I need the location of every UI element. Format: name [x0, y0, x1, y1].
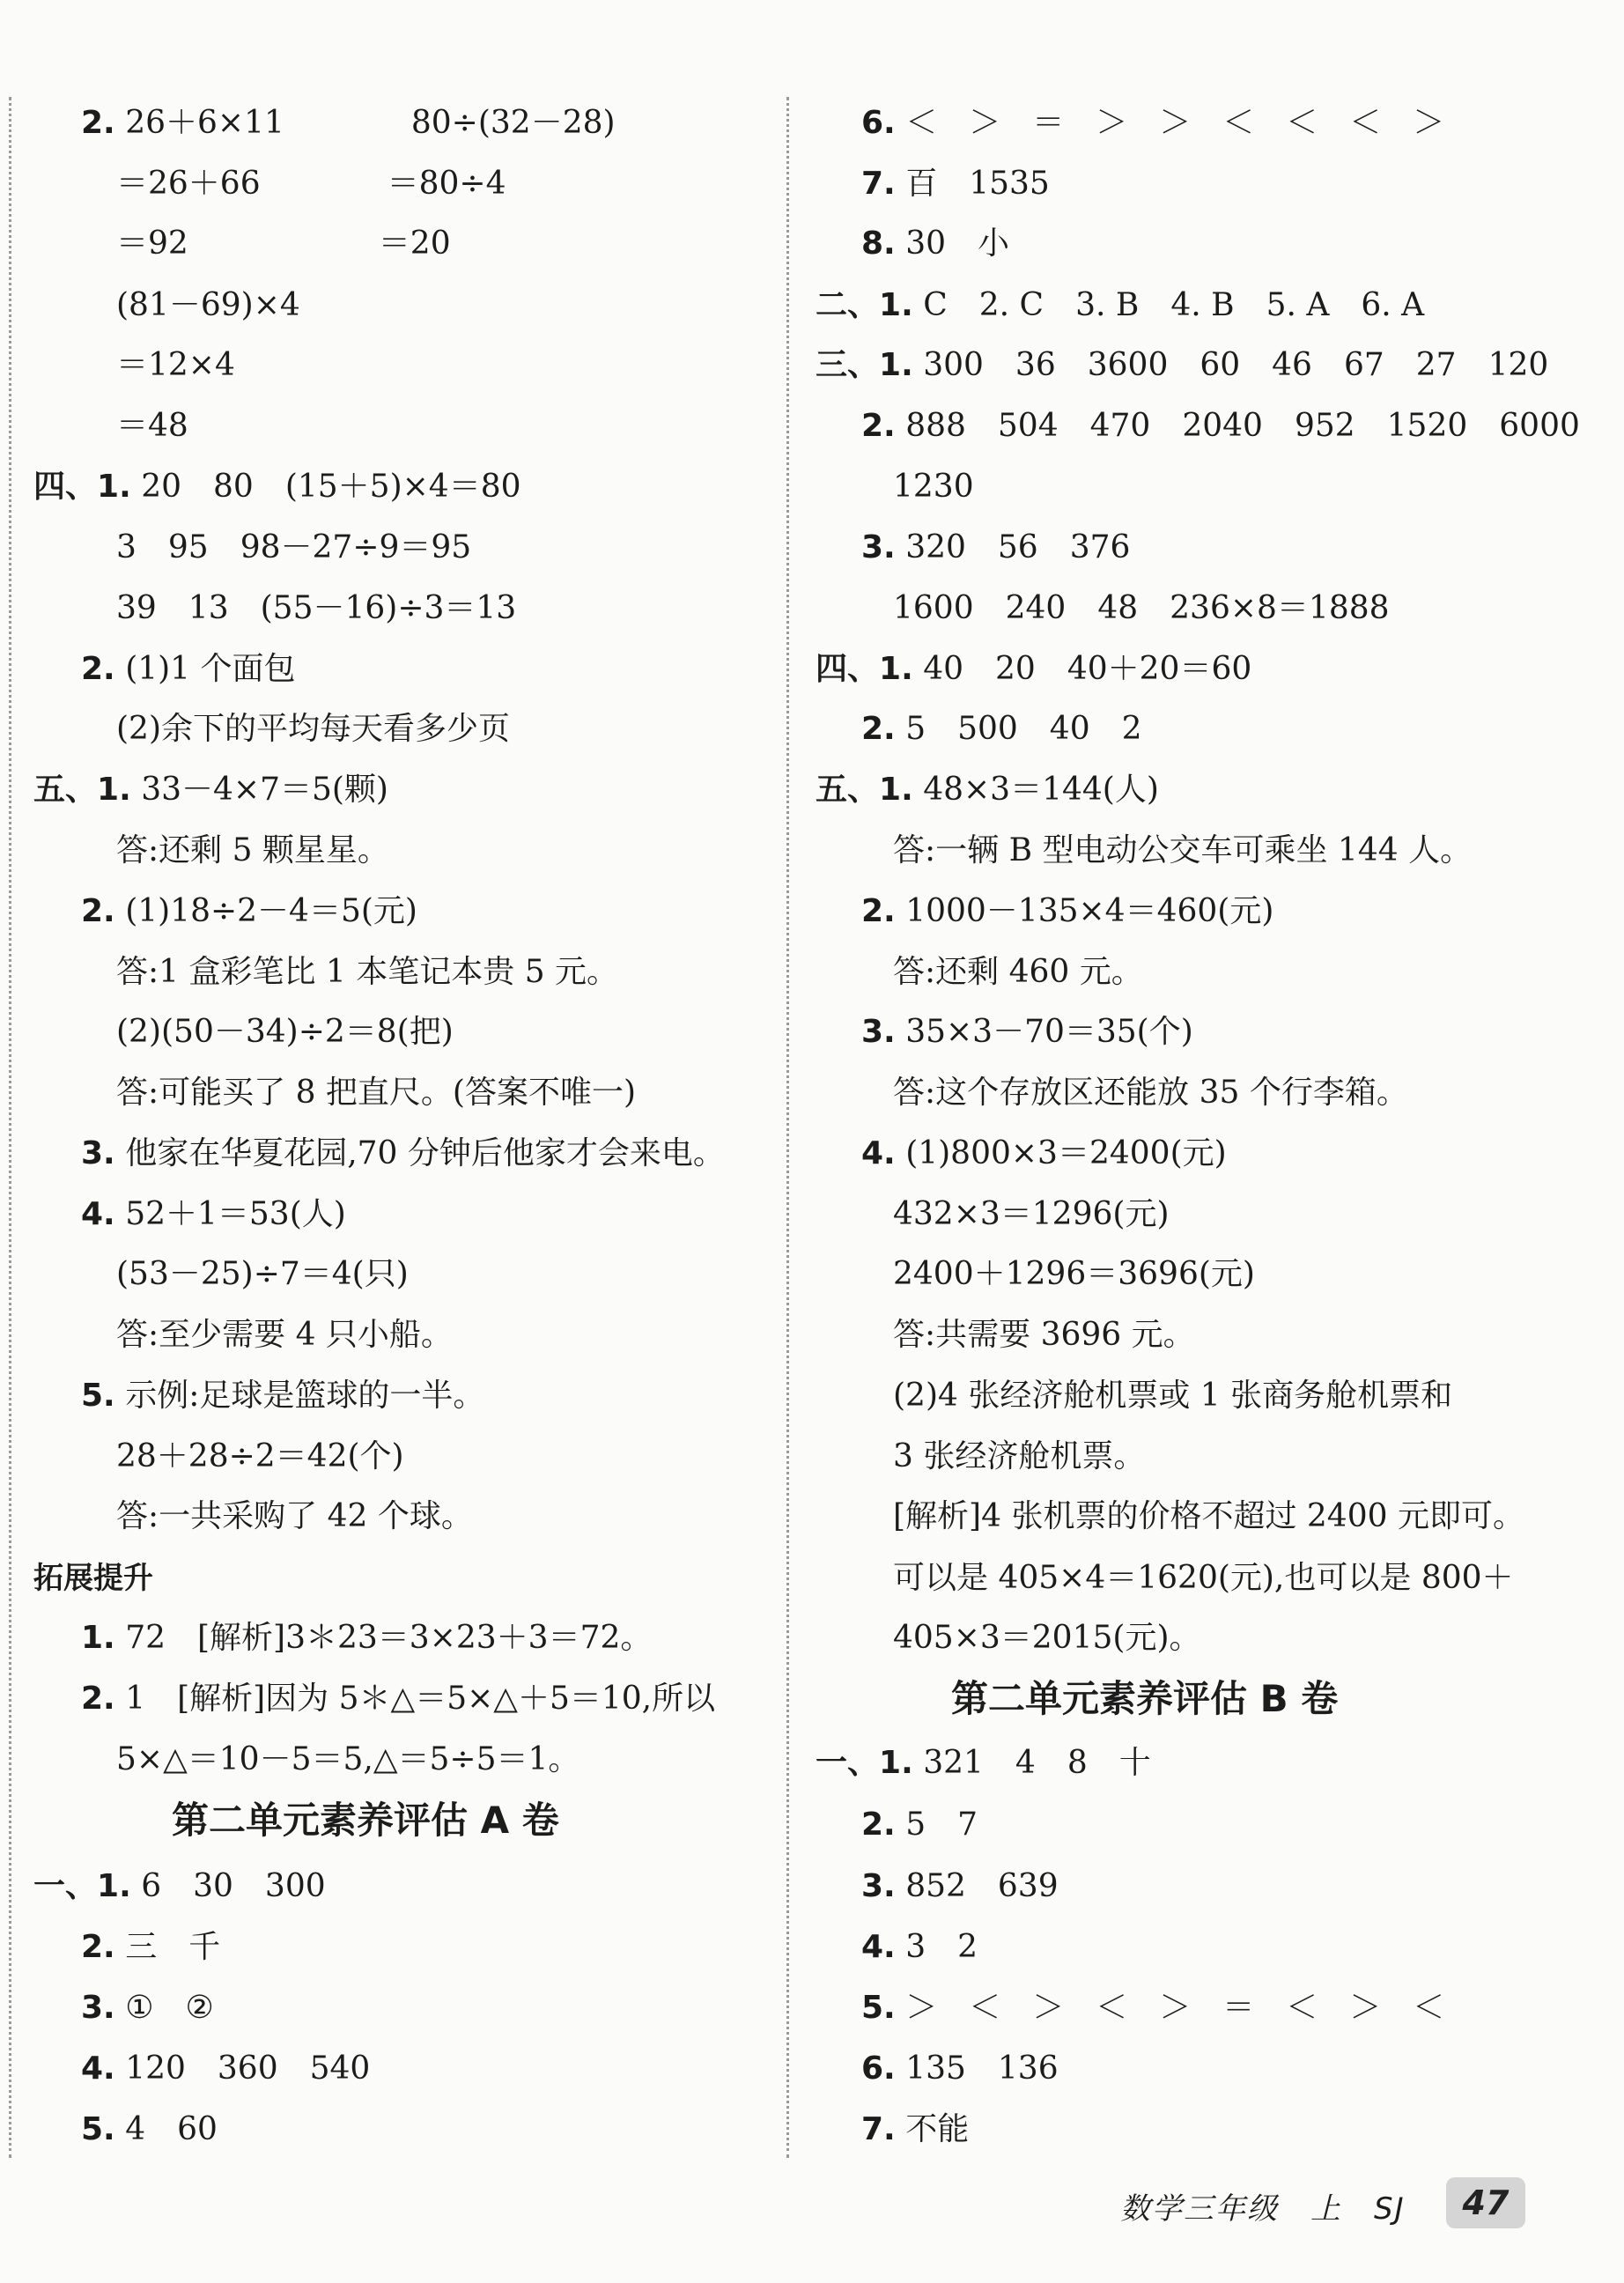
- item-number: 2.: [81, 1681, 115, 1717]
- item-number: 3.: [861, 1014, 896, 1050]
- section-marker: 四、: [816, 651, 880, 687]
- answer-text: (1)18÷2－4＝5(元): [125, 893, 417, 929]
- answer-text: 432×3＝1296(元): [893, 1196, 1170, 1232]
- answer-line: [861, 2110, 969, 2149]
- answer-line: [816, 771, 1159, 809]
- answer-text: 888 504 470 2040 952 1520 6000: [905, 408, 1580, 444]
- answer-line: [116, 953, 618, 992]
- answer-text: 3 95 98－27÷9＝95: [116, 529, 472, 565]
- answer-line: [861, 1134, 1227, 1173]
- answer-text: (2)余下的平均每天看多少页: [116, 711, 510, 747]
- left-margin-rule: [9, 97, 11, 2158]
- item-number: 3.: [81, 1990, 115, 2026]
- answer-text: 40 20 40＋20＝60: [923, 651, 1252, 687]
- item-number: 2.: [861, 893, 896, 929]
- column-divider: [786, 97, 789, 2158]
- answer-text: (53－25)÷7＝4(只): [116, 1256, 409, 1292]
- answer-line: [893, 1559, 1514, 1598]
- answer-text: 1000－135×4＝460(元): [905, 893, 1274, 929]
- answer-text: (1)1 个面包: [125, 651, 296, 687]
- answer-text: 1 [解析]因为 5＊△＝5×△＋5＝10,所以: [125, 1681, 716, 1717]
- item-number: 1.: [879, 347, 913, 383]
- answer-text: ＝26＋66 ＝80÷4: [116, 166, 506, 202]
- answer-text: 答:共需要 3696 元。: [893, 1317, 1195, 1353]
- item-number: 2.: [81, 893, 115, 929]
- item-number: 1.: [879, 287, 913, 323]
- answer-line: [893, 1255, 1255, 1294]
- item-number: 1.: [97, 772, 131, 808]
- item-number: 7.: [861, 166, 896, 202]
- answer-line: [816, 286, 1424, 325]
- answer-line: [893, 1316, 1195, 1355]
- answer-line: [33, 468, 521, 506]
- answer-text: 35×3－70＝35(个): [905, 1014, 1193, 1050]
- item-number: 1.: [97, 469, 131, 505]
- answer-line: [861, 2050, 1059, 2088]
- item-number: 2.: [81, 105, 115, 141]
- answer-line: [81, 1989, 214, 2028]
- answer-line: [861, 710, 1142, 749]
- answer-text: 不能: [905, 2111, 970, 2147]
- answer-text: 答:一辆 B 型电动公交车可乘坐 144 人。: [893, 832, 1473, 868]
- item-number: 1.: [879, 1745, 913, 1781]
- answer-line: [116, 1437, 404, 1476]
- answer-text: 28＋28÷2＝42(个): [116, 1438, 404, 1474]
- item-number: 2.: [861, 1806, 896, 1843]
- answer-text: (1)800×3＝2400(元): [905, 1135, 1227, 1171]
- item-number: 6.: [861, 2050, 896, 2087]
- answer-text: 852 639: [905, 1868, 1059, 1904]
- answer-line: [861, 1013, 1193, 1052]
- section-marker: 五、: [33, 772, 98, 808]
- answer-line: [81, 1134, 725, 1173]
- answer-text: 1600 240 48 236×8＝1888: [893, 590, 1390, 626]
- item-number: 3.: [861, 529, 896, 565]
- answer-line: [861, 892, 1273, 931]
- item-number: 2.: [861, 711, 896, 747]
- answer-line: [861, 104, 1444, 143]
- answer-text: 52＋1＝53(人): [125, 1196, 346, 1232]
- answer-text: 答:这个存放区还能放 35 个行李箱。: [893, 1075, 1408, 1111]
- answer-line: [816, 650, 1251, 689]
- answer-line: [116, 589, 516, 628]
- answer-line: [81, 104, 616, 143]
- answer-text: 321 4 8 十: [923, 1745, 1151, 1781]
- answer-text: 3 2: [905, 1929, 978, 1965]
- answer-text: 三 千: [125, 1929, 221, 1965]
- answer-line: [116, 286, 300, 325]
- item-number: 3.: [861, 1868, 896, 1904]
- answer-line: [81, 650, 296, 689]
- answer-line: [893, 1195, 1170, 1234]
- item-number: 1.: [97, 1868, 131, 1904]
- item-number: 2.: [81, 651, 115, 687]
- answer-line: [861, 1806, 978, 1844]
- answer-text: ＜ ＞ ＝ ＞ ＞ ＜ ＜ ＜ ＞: [905, 105, 1445, 141]
- item-number: 4.: [81, 2050, 115, 2087]
- section-heading: 第二单元素养评估 B 卷: [951, 1677, 1339, 1720]
- item-number: 8.: [861, 225, 896, 262]
- answer-line: [116, 1316, 453, 1355]
- section-marker: 四、: [33, 469, 98, 505]
- answer-line: [893, 953, 1143, 992]
- answer-line: [893, 831, 1472, 870]
- item-number: 4.: [81, 1196, 115, 1232]
- answer-text: ① ②: [125, 1990, 214, 2026]
- answer-line: [81, 1680, 715, 1718]
- page-number: 47: [1446, 2177, 1525, 2228]
- answer-text: 26＋6×11 80÷(32－28): [125, 105, 616, 141]
- answer-text: 320 56 376: [905, 529, 1131, 565]
- answer-text: 135 136: [905, 2050, 1059, 2087]
- answer-line: [116, 1074, 636, 1112]
- item-number: 5.: [81, 2111, 115, 2147]
- answer-line: [116, 831, 389, 870]
- answer-text: 6 30 300: [141, 1868, 326, 1904]
- section-marker: 一、: [816, 1745, 880, 1781]
- section-marker: 一、: [33, 1868, 98, 1904]
- item-number: 4.: [861, 1135, 896, 1171]
- subsection-heading: 拓展提升: [33, 1561, 153, 1596]
- answer-text: ＝92 ＝20: [116, 225, 451, 262]
- answer-text: [解析]4 张机票的价格不超过 2400 元即可。: [893, 1498, 1524, 1534]
- answer-line: [81, 892, 417, 931]
- answer-text: 405×3＝2015(元)。: [893, 1620, 1201, 1656]
- answer-text: 39 13 (55－16)÷3＝13: [116, 590, 517, 626]
- answer-text: 答:至少需要 4 只小船。: [116, 1317, 453, 1353]
- answer-line: [33, 1867, 326, 1906]
- answer-line: [893, 1074, 1408, 1112]
- answer-text: ＝48: [116, 408, 188, 444]
- item-number: 5.: [861, 1990, 896, 2026]
- answer-line: [116, 1013, 454, 1052]
- answer-text: 5 7: [905, 1806, 978, 1843]
- answer-text: 答:1 盒彩笔比 1 本笔记本贵 5 元。: [116, 954, 619, 990]
- answer-line: [33, 771, 388, 809]
- answer-text: 1230: [893, 469, 974, 505]
- answer-line: [893, 1437, 1145, 1476]
- answer-text: 百 1535: [905, 166, 1050, 202]
- answer-line: [81, 1377, 484, 1415]
- answer-line: [861, 1928, 978, 1967]
- answer-text: C 2. C 3. B 4. B 5. A 6. A: [923, 287, 1425, 323]
- answer-text: 答:还剩 460 元。: [893, 954, 1143, 990]
- answer-text: ＞ ＜ ＞ ＜ ＞ ＝ ＜ ＞ ＜: [905, 1990, 1445, 2026]
- section-marker: 三、: [816, 347, 880, 383]
- answer-text: ＝12×4: [116, 347, 235, 383]
- item-number: 1.: [879, 651, 913, 687]
- answer-text: 20 80 (15＋5)×4＝80: [141, 469, 521, 505]
- answer-text: 答:一共采购了 42 个球。: [116, 1498, 473, 1534]
- answer-text: 2400＋1296＝3696(元): [893, 1256, 1255, 1292]
- answer-line: [893, 1497, 1524, 1536]
- answer-text: 他家在华夏花园,70 分钟后他家才会来电。: [125, 1135, 725, 1171]
- answer-text: 示例:足球是篮球的一半。: [125, 1378, 485, 1414]
- answer-text: (2)(50－34)÷2＝8(把): [116, 1014, 454, 1050]
- answer-text: 5×△＝10－5＝5,△＝5÷5＝1。: [116, 1741, 580, 1777]
- answer-line: [116, 346, 235, 385]
- answer-text: 300 36 3600 60 46 67 27 120: [923, 347, 1549, 383]
- answer-line: [116, 225, 451, 263]
- answer-text: 可以是 405×4＝1620(元),也可以是 800＋: [893, 1560, 1514, 1596]
- answer-line: [116, 1255, 409, 1294]
- answer-text: 30 小: [905, 225, 1009, 262]
- section-heading: 第二单元素养评估 A 卷: [172, 1799, 559, 1842]
- answer-text: (81－69)×4: [116, 287, 300, 323]
- section-marker: 二、: [816, 287, 880, 323]
- answer-line: [116, 710, 510, 749]
- answer-line: [116, 407, 188, 446]
- answer-line: [116, 1497, 473, 1536]
- answer-text: 72 [解析]3＊23＝3×23＋3＝72。: [125, 1620, 653, 1656]
- answer-text: 33－4×7＝5(颗): [141, 772, 388, 808]
- answer-line: [861, 225, 1009, 263]
- answer-line: [116, 165, 506, 203]
- answer-line: [816, 1744, 1151, 1783]
- answer-line: [816, 346, 1548, 385]
- answer-text: 答:还剩 5 颗星星。: [116, 832, 389, 868]
- answer-text: 4 60: [125, 2111, 218, 2147]
- answer-line: [81, 1195, 346, 1234]
- answer-line: [81, 1928, 220, 1967]
- item-number: 1.: [879, 772, 913, 808]
- answer-line: [116, 528, 471, 567]
- answer-line: [861, 165, 1050, 203]
- answer-text: 答:可能买了 8 把直尺。(答案不唯一): [116, 1075, 637, 1111]
- item-number: 5.: [81, 1378, 115, 1414]
- answer-line: [81, 2050, 370, 2088]
- answer-line: [893, 1377, 1452, 1415]
- answer-text: 5 500 40 2: [905, 711, 1142, 747]
- answer-line: [861, 1989, 1444, 2028]
- item-number: 7.: [861, 2111, 896, 2147]
- section-marker: 五、: [816, 772, 880, 808]
- item-number: 2.: [861, 408, 896, 444]
- answer-line: [81, 1619, 652, 1658]
- answer-line: [893, 1619, 1201, 1658]
- item-number: 4.: [861, 1929, 896, 1965]
- answer-text: 3 张经济舱机票。: [893, 1438, 1146, 1474]
- answer-line: [861, 1867, 1059, 1906]
- answer-text: (2)4 张经济舱机票或 1 张商务舱机票和: [893, 1378, 1453, 1414]
- item-number: 2.: [81, 1929, 115, 1965]
- item-number: 1.: [81, 1620, 115, 1656]
- answer-line: [893, 468, 974, 506]
- answer-text: 48×3＝144(人): [923, 772, 1159, 808]
- answer-line: [81, 2110, 218, 2149]
- answer-line: [861, 407, 1580, 446]
- answer-line: [861, 528, 1130, 567]
- item-number: 6.: [861, 105, 896, 141]
- footer-subject: 数学三年级 上 SJ: [1120, 2191, 1406, 2227]
- answer-line: [893, 589, 1390, 628]
- answer-line: [116, 1740, 579, 1779]
- item-number: 3.: [81, 1135, 115, 1171]
- answer-text: 120 360 540: [125, 2050, 371, 2087]
